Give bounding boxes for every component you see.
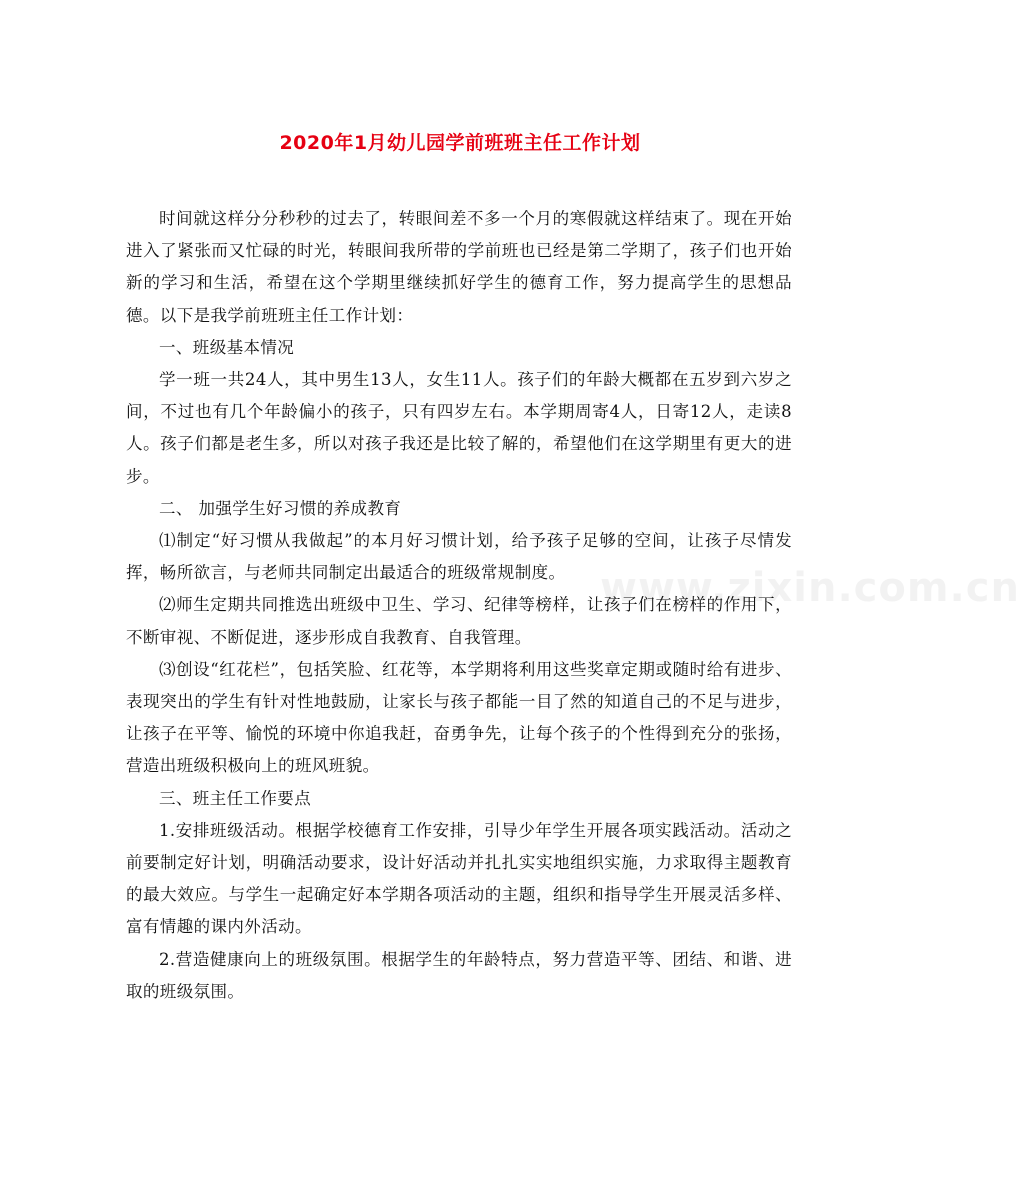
watermark: www.zixin.com.cn [600, 565, 1020, 611]
document-body [126, 203, 792, 1008]
intro-paragraph: 时间就这样分分秒秒的过去了，转眼间差不多一个月的寒假就这样结束了。现在开始进入了紧张而又忙碌的时光，转眼间我所带的学前班也已经是第二学期了，孩子们也开始新的学习和生活，希望在这个学期里继续抓好学生的德育工作，努力提高学生的思想品德。以下是我学前班班主任工作计划： [126, 209, 792, 325]
document-title: 2020年1月幼儿园学前班班主任工作计划 [279, 132, 641, 154]
class-info-paragraph: 学一班一共24人，其中男生13人，女生11人。孩子们的年龄大概都在五岁到六岁之间，不过也有几个年龄偏小的孩子，只有四岁左右。本学期周寄4人，日寄12人，走读8人。孩子们都是老生多，所以对孩子我还是比较了解的，希望他们在这学期里有更大的进步。 [126, 370, 792, 486]
work-point-2: 2.营造健康向上的班级氛围。根据学生的年龄特点，努力营造平等、团结、和谐、进取的班级氛围。 [126, 949, 792, 1001]
habit-item-3: ⑶创设“红花栏”，包括笑脸、红花等，本学期将利用这些奖章定期或随时给有进步、表现突出的学生有针对性地鼓励，让家长与孩子都能一目了然的知道自己的不足与进步，让孩子在平等、愉悦的环境中你追我赶，奋勇争先，让每个孩子的个性得到充分的张扬，营造出班级积极向上的班风班貌。 [126, 659, 792, 776]
habit-item-2: ⑵师生定期共同推选出班级中卫生、学习、纪律等榜样，让孩子们在榜样的作用下，不断审视、不断促进，逐步形成自我教育、自我管理。 [126, 595, 792, 647]
section-heading-1: 一、班级基本情况 [159, 337, 295, 357]
section-heading-3: 三、班主任工作要点 [159, 788, 312, 808]
habit-item-1: ⑴制定“好习惯从我做起”的本月好习惯计划，给予孩子足够的空间，让孩子尽情发挥，畅所欲言，与老师共同制定出最适合的班级常规制度。 [126, 531, 792, 583]
section-heading-2: 二、 加强学生好习惯的养成教育 [159, 498, 402, 518]
work-point-1: 1.安排班级活动。根据学校德育工作安排，引导少年学生开展各项实践活动。活动之前要制定好计划，明确活动要求，设计好活动并扎扎实实地组织实施，力求取得主题教育的最大效应。与学生一起确定好本学期各项活动的主题，组织和指导学生开展灵活多样、富有情趣的课内外活动。 [126, 820, 792, 937]
